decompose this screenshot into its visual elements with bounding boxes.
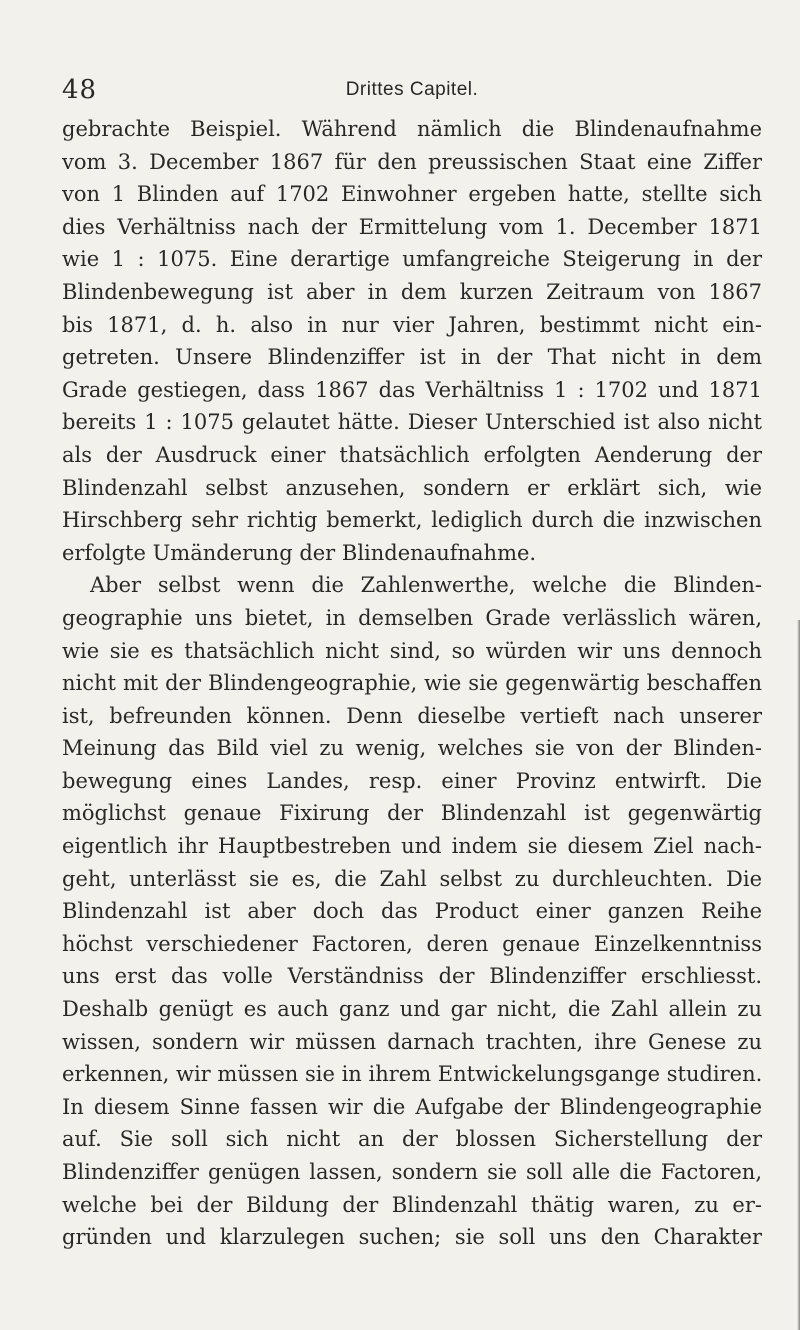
text-line: geht, unterlässt sie es, die Zahl selbst zu durchleuchten. Die	[62, 866, 762, 891]
text-line: wie 1 : 1075. Eine derartige umfangreiche Steigerung in der	[62, 247, 762, 272]
text-line: bis 1871, d. h. also in nur vier Jahren, bestimmt nicht ein-	[62, 312, 762, 337]
text-line: erfolgte Umänderung der Blindenaufnahme.	[62, 540, 537, 565]
text-line: geographie uns bietet, in demselben Grade verlässlich wären,	[62, 605, 762, 630]
running-title: Drittes Capitel.	[345, 79, 479, 100]
text-line: Blindenziffer genügen lassen, sondern sie soll alle die Factoren,	[62, 1160, 762, 1184]
text-line: bewegung eines Landes, resp. einer Provinz entwirft. Die	[62, 768, 762, 793]
text-line: nicht mit der Blindengeographie, wie sie gegenwärtig beschaffen	[62, 671, 762, 696]
text-line: bereits 1 : 1075 gelautet hätte. Dieser Unterschied ist also nicht	[62, 410, 762, 435]
text-line: auf. Sie soll sich nicht an der blossen Sicherstellung der	[62, 1127, 762, 1152]
text-line: ist, befreunden können. Denn dieselbe vertieft nach unserer	[62, 703, 762, 728]
text-line: Hirschberg sehr richtig bemerkt, lediglich durch die inzwischen	[62, 508, 762, 533]
text-line: Grade gestiegen, dass 1867 das Verhältniss 1 : 1702 und 1871	[62, 377, 762, 402]
text-line: vom 3. December 1867 für den preussischen Staat eine Ziffer	[62, 149, 762, 174]
text-line: wissen, sondern wir müssen darnach trachten, ihre Genese zu	[62, 1029, 762, 1054]
text-line: Blindenzahl ist aber doch das Product einer ganzen Reihe	[62, 899, 762, 924]
text-line: gründen und klarzulegen suchen; sie soll uns den Charakter	[62, 1225, 762, 1250]
text-line: Aber selbst wenn die Zahlenwerthe, welche die Blinden-	[90, 573, 762, 598]
text-line: höchst verschiedener Factoren, deren genaue Einzelkenntniss	[62, 931, 762, 956]
text-line: dies Verhältniss nach der Ermittelung vom 1. December 1871	[62, 214, 762, 239]
text-line: Deshalb genügt es auch ganz und gar nicht, die Zahl allein zu	[62, 997, 762, 1022]
text-line: getreten. Unsere Blindenziffer ist in der That nicht in dem	[62, 345, 762, 370]
text-line: Blindenbewegung ist aber in dem kurzen Zeitraum von 1867	[62, 279, 762, 304]
text-line: In diesem Sinne fassen wir die Aufgabe der Blindengeographie	[62, 1094, 762, 1119]
text-line: erkennen, wir müssen sie in ihrem Entwickelungsgange studiren.	[62, 1062, 762, 1087]
text-line: Blindenzahl selbst anzusehen, sondern er erklärt sich, wie	[62, 475, 762, 500]
text-line: uns erst das volle Verständniss der Blindenziffer erschliesst.	[62, 964, 762, 989]
text-line: Meinung das Bild viel zu wenig, welches sie von der Blinden-	[62, 736, 762, 761]
text-line: als der Ausdruck einer thatsächlich erfolgten Aenderung der	[62, 442, 762, 467]
text-line: gebrachte Beispiel. Während nämlich die Blindenaufnahme	[62, 117, 762, 141]
text-line: welche bei der Bildung der Blindenzahl thätig waren, zu er-	[62, 1192, 762, 1217]
text-line: von 1 Blinden auf 1702 Einwohner ergeben hatte, stellte sich	[62, 182, 762, 207]
text-line: wie sie es thatsächlich nicht sind, so würden wir uns dennoch	[62, 638, 762, 663]
text-line: eigentlich ihr Hauptbestreben und indem sie diesem Ziel nach-	[62, 834, 762, 859]
page-header	[62, 74, 762, 106]
text-line: möglichst genaue Fixirung der Blindenzahl ist gegenwärtig	[62, 801, 762, 826]
page-number: 48	[62, 75, 98, 105]
body-text	[62, 113, 762, 1254]
